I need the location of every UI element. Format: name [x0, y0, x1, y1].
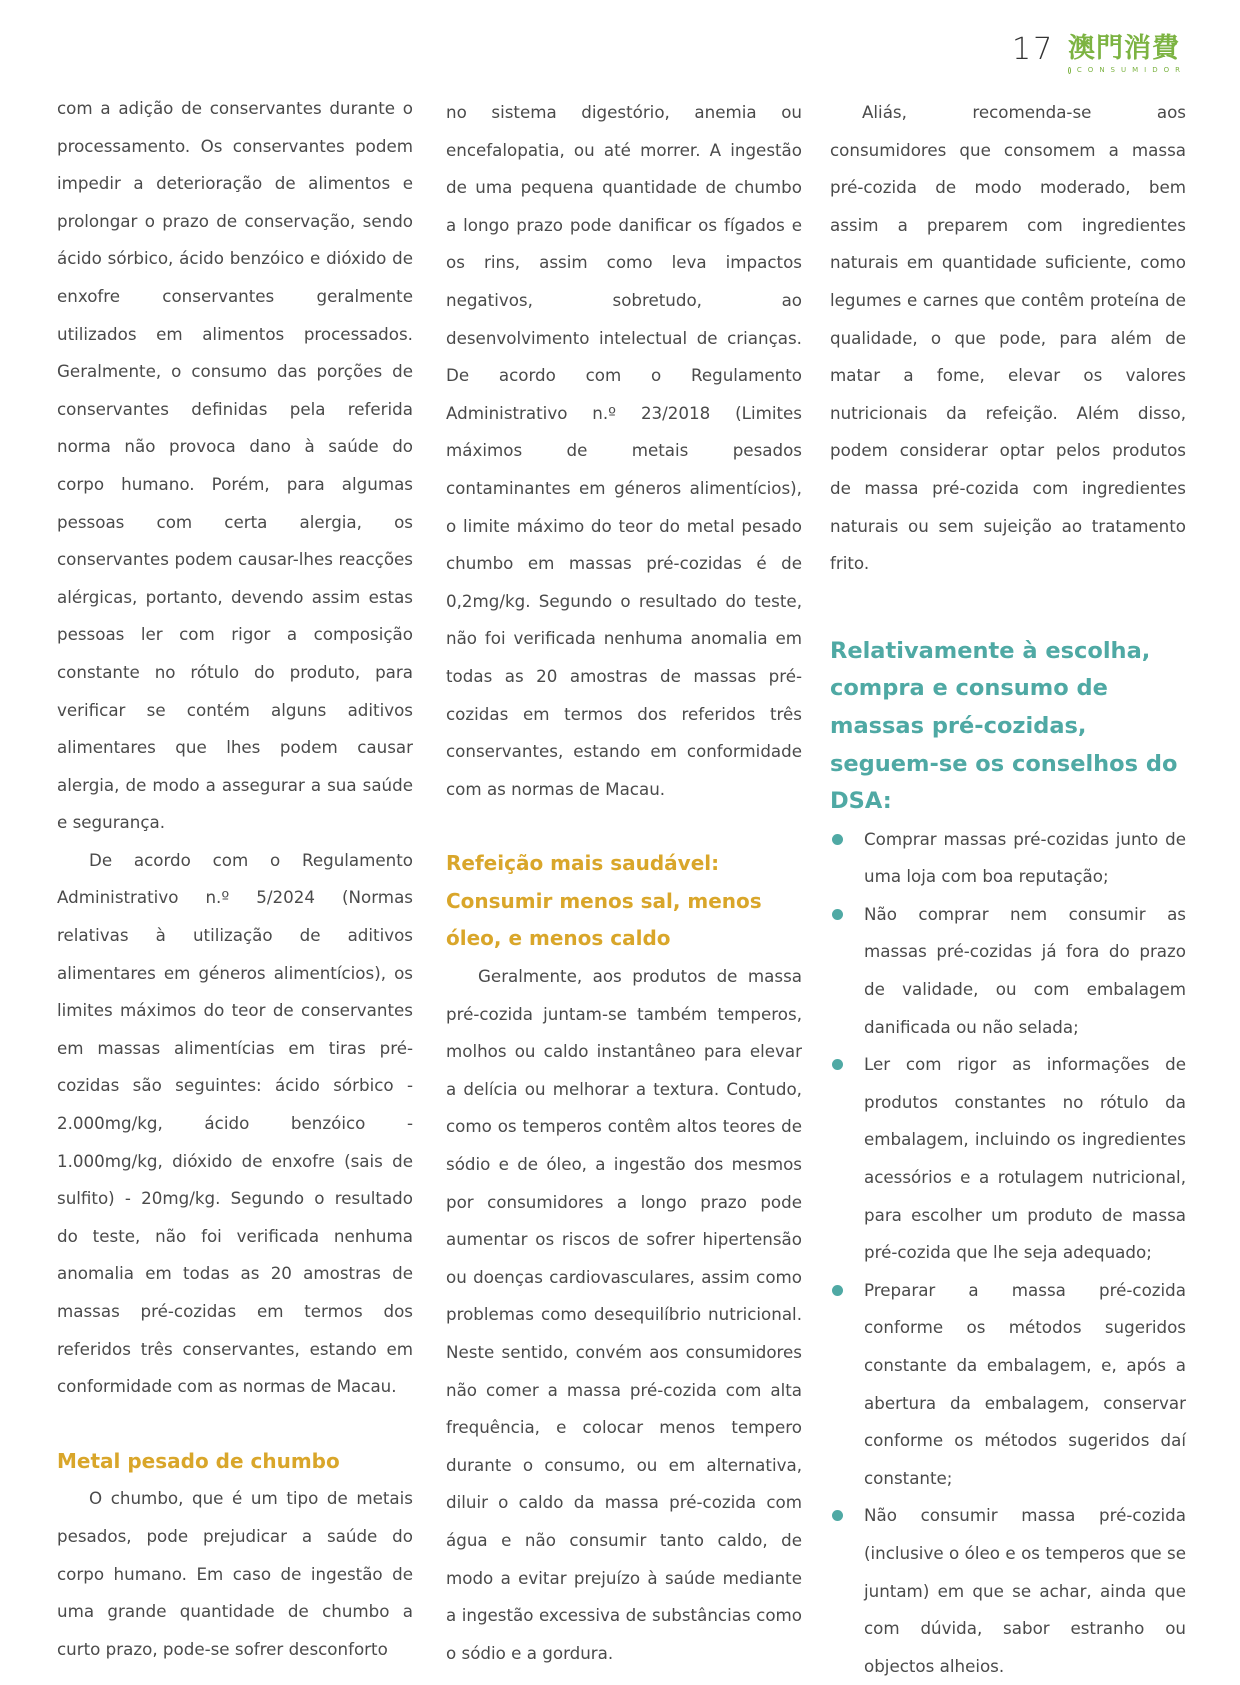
paragraph: com a adição de conservantes durante o processamento. Os conservantes podem impedir a deterioração de alimentos e prolongar o prazo de conservação, sendo ácido sórbico, ácido benzóico e dióxido de enxofre conservantes geralmente utilizados em alimentos processados. Geralmente, o consumo das porções de conservantes definidas pela referida norma não provoca dano à saúde do corpo humano. Porém, para algumas pessoas com certa alergia, os conservantes podem causar-lhes reacções alérgicas, portanto, devendo assim estas pessoas ler com rigor a composição constante no rótulo do produto, para verificar se contém alguns aditivos alimentares que lhes podem causar alergia, de modo a assegurar a sua saúde e segurança. [57, 98, 413, 833]
list-item [830, 821, 1186, 896]
column-1 [57, 90, 413, 1668]
paragraph: O chumbo, que é um tipo de metais pesados, pode prejudicar a saúde do corpo humano. Em caso de ingestão de uma grande quantidade de chumbo a curto prazo, pode-se sofrer desconforto [57, 1488, 413, 1659]
column-2 [446, 94, 802, 1672]
bullet-icon [832, 1510, 843, 1521]
bullet-icon [832, 1285, 843, 1296]
section-heading-dsa-advice: Relativamente à escolha, compra e consumo de massas pré-cozidas, seguem-se os conselhos do DSA: [830, 637, 1178, 815]
list-item [830, 1497, 1186, 1685]
page-number: 17 [1012, 32, 1055, 67]
consumidor-logo [1068, 34, 1198, 76]
section-heading-lead: Metal pesado de chumbo [57, 1448, 340, 1473]
list-item-text: Não comprar nem consumir as massas pré-cozidas já fora do prazo de validade, ou com embalagem danificada ou não selada; [864, 903, 1186, 1037]
list-item [830, 896, 1186, 1046]
bullet-icon [832, 834, 843, 845]
list-item [830, 1272, 1186, 1498]
list-item-text: Comprar massas pré-cozidas junto de uma loja com boa reputação; [864, 828, 1186, 887]
logo-english-text: CONSUMIDOR [1076, 66, 1186, 74]
logo-subtitle [1068, 66, 1186, 74]
logo-dot-icon [1068, 67, 1071, 74]
paragraph: Aliás, recomenda-se aos consumidores que consomem a massa pré-cozida de modo moderado, bem assim a preparem com ingredientes naturais em quantidade suficiente, como legumes e carnes que contêm proteína de qualidade, o que pode, para além de matar a fome, elevar os valores nutricionais da refeição. Além disso, podem considerar optar pelos produtos de massa pré-cozida com ingredientes naturais ou sem sujeição ao tratamento frito. [830, 102, 1186, 574]
logo-chinese-text: 澳門消費 [1068, 33, 1180, 64]
bullet-icon [832, 1059, 843, 1070]
list-item-text: Ler com rigor as informações de produtos constantes no rótulo da embalagem, incluindo os ingredientes acessórios e a rotulagem nutricional, para escolher um produto de massa pré-cozida que lhe seja adequado; [864, 1054, 1186, 1263]
list-item [830, 1046, 1186, 1272]
paragraph: Geralmente, aos produtos de massa pré-cozida juntam-se também temperos, molhos ou caldo instantâneo para elevar a delícia ou melhorar a textura. Contudo, como os temperos contêm altos teores de sódio e de óleo, a ingestão dos mesmos por consumidores a longo prazo pode aumentar os riscos de sofrer hipertensão ou doenças cardiovasculares, assim como problemas como desequilíbrio nutricional. Neste sentido, convém aos consumidores não comer a massa pré-cozida com alta frequência, e colocar menos tempero durante o consumo, ou em alternativa, diluir o caldo da massa pré-cozida com água e não consumir tanto caldo, de modo a evitar prejuízo à saúde mediante a ingestão excessiva de substâncias como o sódio e a gordura. [446, 966, 802, 1663]
column-3 [830, 94, 1186, 1685]
bullet-icon [832, 909, 843, 920]
list-item-text: Não consumir massa pré-cozida (inclusive o óleo e os temperos que se juntam) em que se achar, ainda que com dúvida, sabor estranho ou objectos alheios. [864, 1505, 1186, 1676]
paragraph: no sistema digestório, anemia ou encefalopatia, ou até morrer. A ingestão de uma pequena quantidade de chumbo a longo prazo pode danificar os fígados e os rins, assim como leva impactos negativos, sobretudo, ao desenvolvimento intelectual de crianças. De acordo com o Regulamento Administrativo n.º 23/2018 (Limites máximos de metais pesados contaminantes em géneros alimentícios), o limite máximo do teor do metal pesado chumbo em massas pré-cozidas é de 0,2mg/kg. Segundo o resultado do teste, não foi verificada nenhuma anomalia em todas as 20 amostras de massas pré-cozidas em termos dos referidos três conservantes, estando em conformidade com as normas de Macau. [446, 102, 802, 799]
section-heading-healthy-meal: Refeição mais saudável: Consumir menos sal, menos óleo, e menos caldo [446, 851, 762, 951]
paragraph: De acordo com o Regulamento Administrativo n.º 5/2024 (Normas relativas à utilização de aditivos alimentares em géneros alimentícios), os limites máximos do teor de conservantes em massas alimentícias em tiras pré-cozidas são seguintes: ácido sórbico - 2.000mg/kg, ácido benzóico - 1.000mg/kg, dióxido de enxofre (sais de sulfito) - 20mg/kg. Segundo o resultado do teste, não foi verificada nenhuma anomalia em todas as 20 amostras de massas pré-cozidas em termos dos referidos três conservantes, estando em conformidade com as normas de Macau. [57, 849, 413, 1397]
list-item-text: Preparar a massa pré-cozida conforme os métodos sugeridos constante da embalagem, e, após a abertura da embalagem, conservar conforme os métodos sugeridos daí constante; [864, 1279, 1186, 1488]
advice-list [830, 821, 1186, 1685]
